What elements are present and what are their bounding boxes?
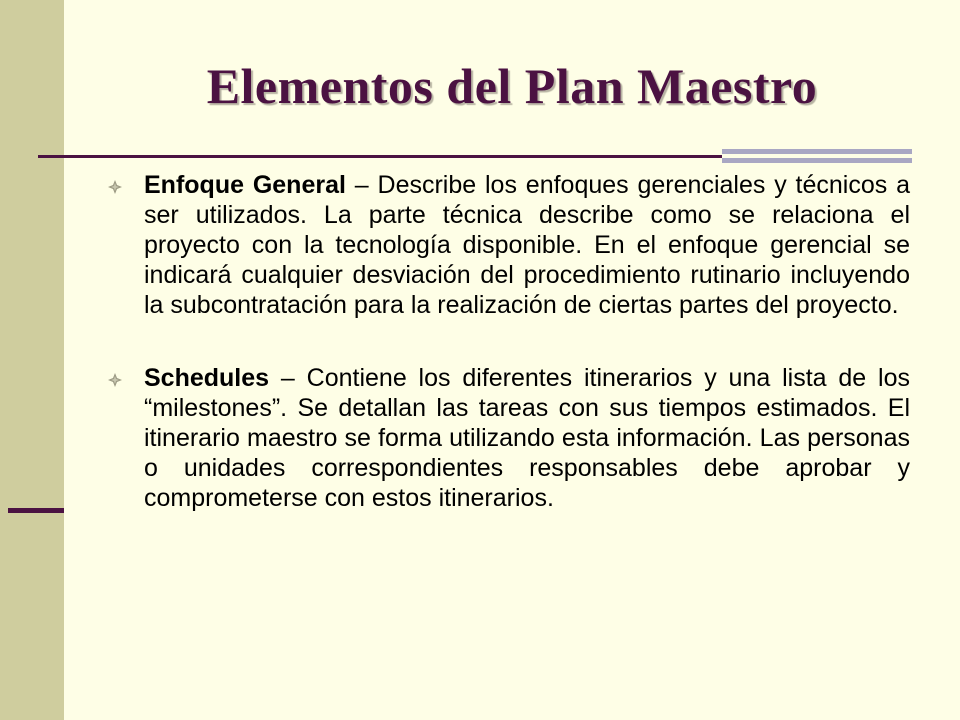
bullet-enfoque-general — [104, 170, 910, 320]
slide-title: Elementos del Plan Maestro — [206, 58, 818, 114]
bullet-text: – Describe los enfoques gerenciales y técnicos a ser utilizados. La parte técnica describe como se relaciona el proyecto con la tecnología disponible. En el enfoque gerencial se indicará cualquier desviación del procedimiento rutinario incluyendo la subcontratación para la realización de ciertas partes del proyecto. — [144, 171, 910, 319]
bullet-schedules — [104, 363, 910, 513]
left-accent-line — [8, 508, 64, 513]
bullet-term: Schedules — [144, 364, 270, 392]
four-petal-diamond-icon — [108, 373, 122, 387]
left-decorative-band — [0, 0, 64, 720]
title-underline-accent — [722, 149, 912, 163]
bullet-text: – Contiene los diferentes itinerarios y una lista de los “milestones”. Se detallan las tareas con sus tiempos estimados. El itinerario maestro se forma utilizando esta información. Las personas o unidades correspondientes responsables debe aprobar y comprometerse con estos itinerarios. — [144, 364, 910, 512]
title-underline — [38, 155, 722, 158]
bullet-list — [104, 170, 910, 513]
bullet-term: Enfoque General — [144, 171, 346, 199]
four-petal-diamond-icon — [108, 180, 122, 194]
